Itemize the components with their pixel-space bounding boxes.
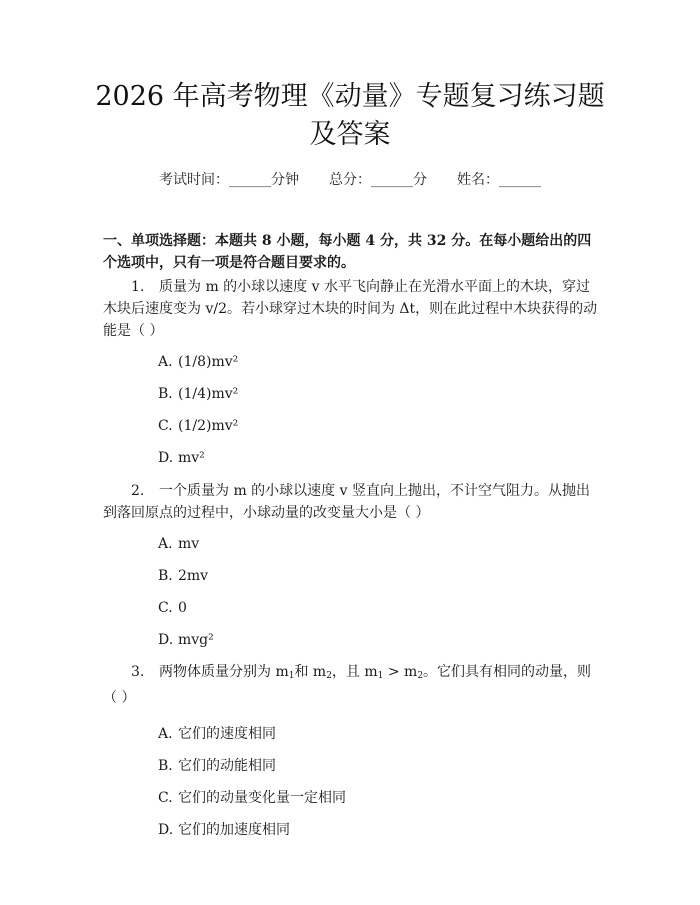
option-letter: C.: [158, 418, 173, 434]
option-d: [158, 629, 214, 651]
question-3: [103, 661, 598, 709]
exam-info-line: [0, 169, 700, 189]
option-text: 0: [178, 600, 187, 616]
option-letter: A.: [158, 354, 173, 370]
question-1: [103, 276, 598, 342]
option-letter: B.: [158, 386, 173, 402]
option-letter: A.: [158, 536, 173, 552]
option-letter: D.: [158, 632, 174, 648]
option-text: 它们的加速度相同: [178, 822, 290, 838]
total-score-field: 总分：______分: [329, 172, 427, 188]
option-text: (1/2)mv²: [178, 418, 239, 434]
option-b: [158, 383, 238, 405]
option-letter: C.: [158, 600, 173, 616]
option-b: [158, 565, 208, 587]
student-name-field: 姓名：______: [457, 172, 541, 188]
option-c: [158, 415, 238, 437]
option-text: 它们的速度相同: [178, 726, 276, 742]
option-letter: A.: [158, 726, 173, 742]
option-a: [158, 533, 199, 555]
question-number: 1.: [131, 279, 145, 295]
option-text: 2mv: [178, 568, 209, 584]
question-text: 两物体质量分别为 $m_1$和 $m_2$，且 $m_1 > m_2$。它们具有相同的动量，则（ ）: [103, 664, 592, 706]
option-letter: D.: [158, 822, 174, 838]
question-number: 2.: [131, 483, 145, 499]
option-text: mv²: [178, 450, 205, 466]
option-text: mv: [178, 536, 200, 552]
page-title: 2026 年高考物理《动量》专题复习练习题及答案: [95, 81, 605, 150]
option-letter: C.: [158, 790, 173, 806]
option-a: [158, 723, 276, 745]
option-text: mvg²: [178, 632, 214, 648]
option-a: [158, 351, 238, 373]
option-text: (1/4)mv²: [178, 386, 239, 402]
option-d: [158, 819, 290, 841]
section-heading: 一、单项选择题：本题共 8 小题，每小题 4 分，共 32 分。在每小题给出的四个选项中，只有一项是符合题目要求的。: [103, 233, 592, 271]
option-c: [158, 787, 346, 809]
option-b: [158, 755, 276, 777]
option-text: 它们的动能相同: [178, 758, 276, 774]
option-text: 它们的动量变化量一定相同: [178, 790, 346, 806]
question-text: 质量为 m 的小球以速度 v 水平飞向静止在光滑水平面上的木块，穿过木块后速度变为 v/2。若小球穿过木块的时间为 Δt，则在此过程中木块获得的动能是（ ）: [103, 279, 598, 339]
option-letter: B.: [158, 758, 173, 774]
option-c: [158, 597, 187, 619]
option-letter: D.: [158, 450, 174, 466]
question-number: 3.: [131, 664, 145, 680]
question-2: [103, 480, 598, 524]
exam-time-field: 考试时间：______分钟: [159, 172, 299, 188]
option-d: [158, 447, 205, 469]
option-letter: B.: [158, 568, 173, 584]
option-text: (1/8)mv²: [178, 354, 239, 370]
question-text: 一个质量为 m 的小球以速度 v 竖直向上抛出，不计空气阻力。从抛出到落回原点的过程中，小球动量的改变量大小是（ ）: [103, 483, 590, 521]
